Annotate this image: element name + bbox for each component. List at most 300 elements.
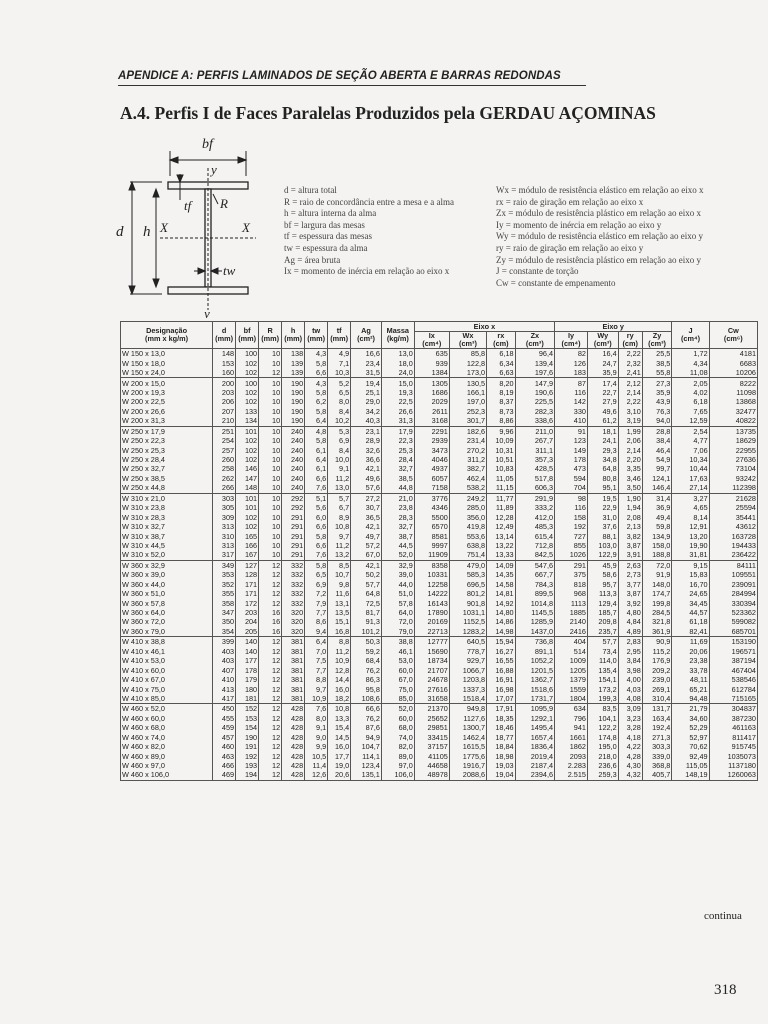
value-cell: 9997 — [414, 541, 449, 550]
value-cell: 11098 — [709, 388, 757, 397]
value-cell: 3,77 — [618, 580, 642, 589]
value-cell: 8358 — [414, 560, 449, 570]
designation-cell: W 200 x 15,0 — [121, 378, 213, 388]
col-ix: Ix (cm⁴) — [414, 332, 449, 349]
value-cell: 82,41 — [672, 627, 709, 637]
value-cell: 12777 — [414, 637, 449, 647]
value-cell: 12 — [259, 368, 282, 378]
value-cell: 102 — [236, 445, 259, 454]
value-cell: 634 — [555, 704, 588, 714]
value-cell: 8,4 — [328, 407, 351, 416]
value-cell: 8,9 — [328, 512, 351, 521]
value-cell: 46,4 — [642, 445, 672, 454]
value-cell: 209,8 — [587, 617, 618, 626]
value-cell: 259,3 — [587, 770, 618, 780]
value-cell: 73,4 — [587, 647, 618, 656]
value-cell: 1337,3 — [449, 684, 486, 693]
value-cell: 102 — [236, 368, 259, 378]
value-cell: 100 — [236, 349, 259, 359]
value-cell: 199,8 — [642, 598, 672, 607]
value-cell: 57,6 — [351, 483, 382, 493]
value-cell: 606,3 — [515, 483, 554, 493]
value-cell: 147,9 — [515, 378, 554, 388]
value-cell: 13,1 — [328, 598, 351, 607]
table-row — [121, 522, 758, 531]
value-cell: 10,31 — [487, 445, 516, 454]
value-cell: 27636 — [709, 455, 757, 464]
value-cell: 12 — [259, 694, 282, 704]
value-cell: 4,02 — [672, 388, 709, 397]
value-cell: 6,4 — [305, 637, 328, 647]
value-cell: 4,28 — [618, 751, 642, 760]
value-cell: 1201,5 — [515, 665, 554, 674]
value-cell: 11,2 — [328, 541, 351, 550]
value-cell: 149 — [555, 445, 588, 454]
value-cell: 18,77 — [487, 733, 516, 742]
value-cell: 18,46 — [487, 723, 516, 732]
value-cell: 13,0 — [328, 483, 351, 493]
value-cell: 332 — [282, 570, 305, 579]
value-cell: 1916,7 — [449, 761, 486, 770]
value-cell: 7,0 — [305, 647, 328, 656]
value-cell: 387194 — [709, 656, 757, 665]
designation-cell: W 410 x 67,0 — [121, 675, 213, 684]
value-cell: 9,96 — [487, 426, 516, 436]
value-cell: 3,87 — [618, 589, 642, 598]
value-cell: 19,90 — [672, 541, 709, 550]
value-cell: 19,04 — [487, 770, 516, 780]
value-cell: 18629 — [709, 436, 757, 445]
value-cell: 12,8 — [328, 665, 351, 674]
value-cell: 114,1 — [351, 751, 382, 760]
value-cell: 88,1 — [587, 531, 618, 540]
value-cell: 412,0 — [515, 512, 554, 521]
value-cell: 43,9 — [642, 397, 672, 406]
value-cell: 72,0 — [381, 617, 414, 626]
value-cell: 31,4 — [642, 493, 672, 503]
value-cell: 129,4 — [587, 598, 618, 607]
value-cell: 7,5 — [305, 656, 328, 665]
value-cell: 166,1 — [449, 388, 486, 397]
value-cell: 12 — [259, 761, 282, 770]
value-cell: 16,4 — [587, 349, 618, 359]
value-cell: 10,34 — [672, 455, 709, 464]
value-cell: 333,2 — [515, 503, 554, 512]
value-cell: 31,3 — [381, 416, 414, 426]
value-cell: 102 — [236, 436, 259, 445]
value-cell: 460 — [213, 742, 236, 751]
designation-cell: W 460 x 89,0 — [121, 751, 213, 760]
value-cell: 1260063 — [709, 770, 757, 780]
value-cell: 210 — [213, 416, 236, 426]
value-cell: 262 — [213, 474, 236, 483]
value-cell: 11,77 — [487, 493, 516, 503]
appendix-header: APENDICE A: PERFIS LAMINADOS DE SEÇÃO ABERTA E BARRAS REDONDAS — [118, 70, 561, 82]
value-cell: 6,18 — [672, 397, 709, 406]
value-cell: 15,94 — [487, 637, 516, 647]
page-number: 318 — [714, 982, 737, 998]
value-cell: 463 — [213, 751, 236, 760]
value-cell: 190 — [282, 388, 305, 397]
value-cell: 40,3 — [351, 416, 382, 426]
value-cell: 8,5 — [328, 560, 351, 570]
value-cell: 122,2 — [587, 723, 618, 732]
designation-cell: W 360 x 44,0 — [121, 580, 213, 589]
value-cell: 523362 — [709, 608, 757, 617]
value-cell: 171 — [236, 580, 259, 589]
value-cell: 21707 — [414, 665, 449, 674]
value-cell: 375 — [555, 570, 588, 579]
value-cell: 32,7 — [381, 522, 414, 531]
value-cell: 428 — [282, 714, 305, 723]
value-cell: 95,7 — [587, 580, 618, 589]
value-cell: 10 — [259, 522, 282, 531]
value-cell: 130,5 — [449, 378, 486, 388]
value-cell: 158 — [555, 512, 588, 521]
value-cell: 352 — [213, 580, 236, 589]
designation-cell: W 410 x 38,8 — [121, 637, 213, 647]
value-cell: 148,0 — [642, 580, 672, 589]
col-zx: Zx (cm³) — [515, 332, 554, 349]
value-cell: 180 — [236, 684, 259, 693]
value-cell: 44658 — [414, 761, 449, 770]
value-cell: 101 — [236, 426, 259, 436]
value-cell: 49,6 — [351, 474, 382, 483]
value-cell: 252,3 — [449, 407, 486, 416]
value-cell: 17,07 — [487, 694, 516, 704]
value-cell: 9,1 — [328, 464, 351, 473]
value-cell: 1661 — [555, 733, 588, 742]
value-cell: 61,2 — [587, 416, 618, 426]
value-cell: 18,2 — [328, 694, 351, 704]
value-cell: 17,63 — [672, 474, 709, 483]
designation-cell: W 200 x 22,5 — [121, 397, 213, 406]
value-cell: 1495,4 — [515, 723, 554, 732]
value-cell: 81,7 — [351, 608, 382, 617]
value-cell: 358 — [213, 598, 236, 607]
value-cell: 108,6 — [351, 694, 382, 704]
table-row — [121, 474, 758, 483]
value-cell: 33,78 — [672, 665, 709, 674]
value-cell: 12 — [259, 751, 282, 760]
value-cell: 98 — [555, 493, 588, 503]
value-cell: 13,20 — [672, 531, 709, 540]
value-cell: 6,9 — [305, 580, 328, 589]
value-cell: 320 — [282, 627, 305, 637]
value-cell: 74,0 — [381, 733, 414, 742]
value-cell: 353 — [213, 570, 236, 579]
value-cell: 15690 — [414, 647, 449, 656]
value-cell: 12 — [259, 647, 282, 656]
value-cell: 320 — [282, 608, 305, 617]
value-cell: 4,32 — [618, 770, 642, 780]
value-cell: 13,22 — [487, 541, 516, 550]
value-cell: 11,69 — [672, 637, 709, 647]
value-cell: 599082 — [709, 617, 757, 626]
designation-cell: W 200 x 19,3 — [121, 388, 213, 397]
value-cell: 48,11 — [672, 675, 709, 684]
designation-cell: W 150 x 13,0 — [121, 349, 213, 359]
value-cell: 417 — [213, 694, 236, 704]
value-cell: 128 — [236, 570, 259, 579]
value-cell: 356,0 — [449, 512, 486, 521]
value-cell: 57,7 — [587, 637, 618, 647]
value-cell: 191 — [236, 742, 259, 751]
value-cell: 37157 — [414, 742, 449, 751]
value-cell: 40822 — [709, 416, 757, 426]
value-cell: 37,6 — [587, 522, 618, 531]
value-cell: 34,2 — [351, 407, 382, 416]
legend-item: h = altura interna da alma — [284, 208, 377, 219]
value-cell: 939 — [414, 358, 449, 367]
value-cell: 10 — [259, 483, 282, 493]
value-cell: 23,38 — [672, 656, 709, 665]
value-cell: 10,3 — [328, 368, 351, 378]
value-cell: 349 — [213, 560, 236, 570]
value-cell: 102 — [236, 358, 259, 367]
value-cell: 28,9 — [351, 436, 382, 445]
value-cell: 41105 — [414, 751, 449, 760]
value-cell: 96,4 — [515, 349, 554, 359]
designation-cell: W 360 x 57,8 — [121, 598, 213, 607]
value-cell: 44,57 — [672, 608, 709, 617]
value-cell: 44,5 — [381, 541, 414, 550]
value-cell: 3,10 — [618, 407, 642, 416]
value-cell: 218,0 — [587, 751, 618, 760]
value-cell: 310,4 — [642, 694, 672, 704]
value-cell: 24,65 — [672, 589, 709, 598]
value-cell: 154,1 — [587, 675, 618, 684]
value-cell: 20,6 — [328, 770, 351, 780]
value-cell: 57,2 — [351, 541, 382, 550]
value-cell: 10 — [259, 397, 282, 406]
value-cell: 7,65 — [672, 407, 709, 416]
table-row — [121, 560, 758, 570]
designation-cell: W 250 x 25,3 — [121, 445, 213, 454]
table-row — [121, 416, 758, 426]
value-cell: 21,0 — [381, 493, 414, 503]
value-cell: 116 — [555, 503, 588, 512]
designation-cell: W 410 x 85,0 — [121, 694, 213, 704]
value-cell: 194 — [236, 770, 259, 780]
value-cell: 8,73 — [487, 407, 516, 416]
designation-cell: W 460 x 82,0 — [121, 742, 213, 751]
table-row — [121, 368, 758, 378]
value-cell: 667,7 — [515, 570, 554, 579]
legend-item: Wx = módulo de resistência elástico em relação ao eixo x — [496, 185, 704, 195]
value-cell: 94,9 — [351, 733, 382, 742]
col-rx: rx (cm) — [487, 332, 516, 349]
value-cell: 514 — [555, 647, 588, 656]
value-cell: 428 — [282, 704, 305, 714]
value-cell: 10 — [259, 378, 282, 388]
value-cell: 166 — [236, 541, 259, 550]
value-cell: 517,8 — [515, 474, 554, 483]
value-cell: 891,1 — [515, 647, 554, 656]
table-row — [121, 397, 758, 406]
table-row — [121, 349, 758, 359]
value-cell: 3168 — [414, 416, 449, 426]
designation-cell: W 410 x 75,0 — [121, 684, 213, 693]
value-cell: 123,4 — [351, 761, 382, 770]
value-cell: 17,9 — [381, 426, 414, 436]
value-cell: 163728 — [709, 531, 757, 540]
value-cell: 173,2 — [587, 684, 618, 693]
value-cell: 94,0 — [642, 416, 672, 426]
value-cell: 14,58 — [487, 580, 516, 589]
value-cell: 1014,8 — [515, 598, 554, 607]
designation-cell: W 360 x 51,0 — [121, 589, 213, 598]
value-cell: 140 — [236, 637, 259, 647]
value-cell: 1804 — [555, 694, 588, 704]
table-row — [121, 770, 758, 780]
value-cell: 466 — [213, 761, 236, 770]
value-cell: 147 — [236, 474, 259, 483]
value-cell: 194433 — [709, 541, 757, 550]
value-cell: 6,1 — [305, 464, 328, 473]
value-cell: 57,7 — [351, 580, 382, 589]
value-cell: 6,63 — [487, 368, 516, 378]
value-cell: 12,28 — [487, 512, 516, 521]
value-cell: 135,4 — [587, 665, 618, 674]
value-cell: 11,2 — [328, 647, 351, 656]
value-cell: 285,0 — [449, 503, 486, 512]
value-cell: 76,3 — [642, 407, 672, 416]
value-cell: 3,23 — [618, 714, 642, 723]
value-cell: 32477 — [709, 407, 757, 416]
value-cell: 115,05 — [672, 761, 709, 770]
value-cell: 204 — [236, 617, 259, 626]
value-cell: 1836,4 — [515, 742, 554, 751]
legend-item: R = raio de concordância entre a mesa e a alma — [284, 196, 454, 207]
value-cell: 126 — [555, 358, 588, 367]
value-cell: 303,3 — [642, 742, 672, 751]
designation-cell: W 360 x 72,0 — [121, 617, 213, 626]
value-cell: 101,2 — [351, 627, 382, 637]
value-cell: 3,82 — [618, 531, 642, 540]
value-cell: 292 — [282, 503, 305, 512]
section-title: A.4. Perfis I de Faces Paralelas Produzidos pela GERDAU AÇOMINAS — [120, 103, 656, 123]
value-cell: 177 — [236, 656, 259, 665]
value-cell: 13,5 — [328, 608, 351, 617]
value-cell: 148,19 — [672, 770, 709, 780]
value-cell: 12 — [259, 637, 282, 647]
table-row — [121, 647, 758, 656]
designation-cell: W 200 x 31,3 — [121, 416, 213, 426]
value-cell: 38,5 — [381, 474, 414, 483]
col-designacao: Designação (mm x kg/m) — [121, 322, 213, 349]
value-cell: 12 — [259, 656, 282, 665]
value-cell: 361,9 — [642, 627, 672, 637]
value-cell: 203 — [236, 608, 259, 617]
value-cell: 172 — [236, 598, 259, 607]
value-cell: 102 — [236, 455, 259, 464]
value-cell: 11,89 — [487, 503, 516, 512]
col-iy: Iy (cm⁴) — [555, 332, 588, 349]
value-cell: 240 — [282, 474, 305, 483]
value-cell: 19,4 — [351, 378, 382, 388]
value-cell: 167 — [236, 550, 259, 560]
value-cell: 61,18 — [672, 617, 709, 626]
value-cell: 48978 — [414, 770, 449, 780]
value-cell: 13,33 — [487, 550, 516, 560]
designation-cell: W 310 x 52,0 — [121, 550, 213, 560]
value-cell: 64,0 — [381, 608, 414, 617]
value-cell: 291 — [282, 512, 305, 521]
col-wx: Wx (cm³) — [449, 332, 486, 349]
value-cell: 13868 — [709, 397, 757, 406]
value-cell: 1285,9 — [515, 617, 554, 626]
value-cell: 310 — [213, 531, 236, 540]
value-cell: 14,35 — [487, 570, 516, 579]
table-row — [121, 436, 758, 445]
value-cell: 16,88 — [487, 665, 516, 674]
value-cell: 14,92 — [487, 598, 516, 607]
value-cell: 87 — [555, 378, 588, 388]
value-cell: 60,0 — [381, 665, 414, 674]
value-cell: 27616 — [414, 684, 449, 693]
value-cell: 15,0 — [381, 378, 414, 388]
value-cell: 123 — [555, 436, 588, 445]
value-cell: 2140 — [555, 617, 588, 626]
value-cell: 428 — [282, 770, 305, 780]
value-cell: 12 — [259, 742, 282, 751]
value-cell: 292 — [282, 493, 305, 503]
designation-cell: W 310 x 44,5 — [121, 541, 213, 550]
value-cell: 10,2 — [328, 416, 351, 426]
value-cell: 32,7 — [381, 464, 414, 473]
designation-cell: W 410 x 53,0 — [121, 656, 213, 665]
value-cell: 6,6 — [305, 522, 328, 531]
value-cell: 7,6 — [305, 483, 328, 493]
value-cell: 10 — [259, 436, 282, 445]
value-cell: 27,9 — [587, 397, 618, 406]
value-cell: 311,1 — [515, 445, 554, 454]
value-cell: 11909 — [414, 550, 449, 560]
value-cell: 240 — [282, 436, 305, 445]
value-cell: 36,9 — [642, 503, 672, 512]
value-cell: 196571 — [709, 647, 757, 656]
value-cell: 13,14 — [487, 531, 516, 540]
value-cell: 31,5 — [351, 368, 382, 378]
value-cell: 915745 — [709, 742, 757, 751]
value-cell: 67,0 — [381, 675, 414, 684]
value-cell: 5,6 — [305, 503, 328, 512]
value-cell: 12 — [259, 580, 282, 589]
value-cell: 35,9 — [642, 388, 672, 397]
value-cell: 50,3 — [351, 637, 382, 647]
value-cell: 83,5 — [587, 704, 618, 714]
value-cell: 727 — [555, 531, 588, 540]
value-cell: 52,0 — [381, 550, 414, 560]
value-cell: 236,6 — [587, 761, 618, 770]
value-cell: 1686 — [414, 388, 449, 397]
value-cell: 615,4 — [515, 531, 554, 540]
value-cell: 73104 — [709, 464, 757, 473]
value-cell: 25,5 — [642, 349, 672, 359]
continua-label: continua — [704, 910, 742, 922]
table-row — [121, 580, 758, 589]
value-cell: 941 — [555, 723, 588, 732]
value-cell: 148 — [213, 349, 236, 359]
value-cell: 1035073 — [709, 751, 757, 760]
value-cell: 25,3 — [381, 445, 414, 454]
value-cell: 12,91 — [672, 522, 709, 531]
value-cell: 9,8 — [328, 580, 351, 589]
value-cell: 317 — [213, 550, 236, 560]
header-rule — [118, 85, 586, 86]
value-cell: 14222 — [414, 589, 449, 598]
